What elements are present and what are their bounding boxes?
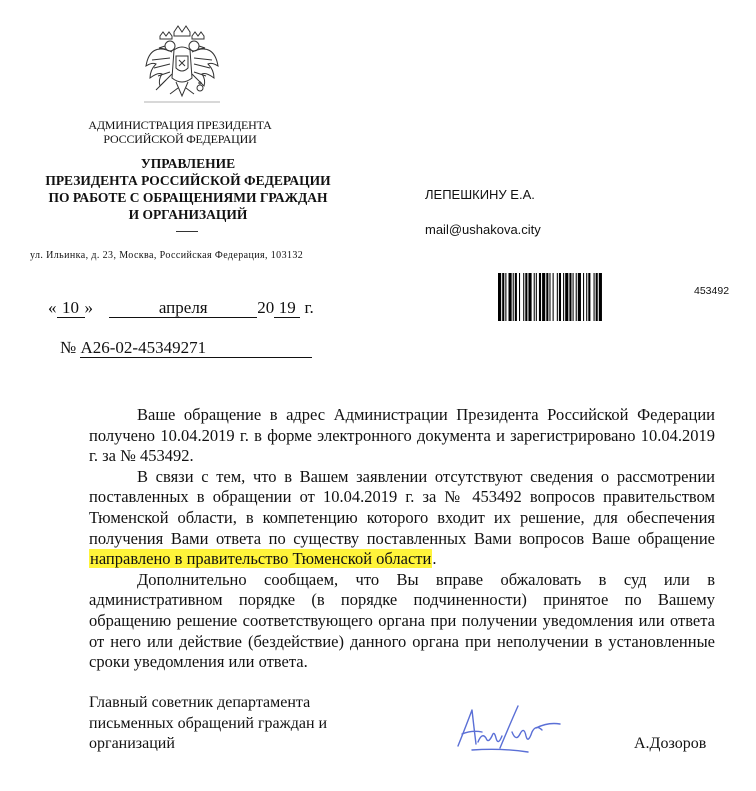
date-open-quote: «	[48, 298, 57, 317]
barcode-icon	[498, 273, 688, 321]
document-date	[48, 298, 314, 318]
signer-name: А.Дозоров	[634, 735, 707, 752]
recipient-email: mail@ushakova.city	[425, 222, 541, 237]
dept-line-1: УПРАВЛЕНИЕ	[140, 156, 236, 171]
number-sign: №	[60, 338, 77, 357]
letter-body	[89, 405, 715, 673]
registration-number	[60, 338, 312, 358]
signer-title	[89, 693, 399, 755]
paragraph-2-text: В связи с тем, что в Вашем заявлении отсутствуют сведения о рассмотрении поставленных в обращении от 10.04.2019 г. за № 453492 вопросов правительством Тюменской области, в компетенцию которого входит их решение, для обеспечения получения Вами ответа по существу поставленных Вами вопросов Ваше обращение	[89, 466, 715, 548]
date-year-abbr: г.	[304, 298, 314, 317]
date-year-prefix: 20	[257, 298, 275, 317]
handwritten-signature	[452, 702, 564, 756]
paragraph-2-end: .	[432, 549, 437, 569]
organization-name	[60, 118, 300, 146]
highlighted-text: направлено в правительство Тюменской области	[90, 549, 432, 569]
registration-value: А26-02-45349271	[80, 339, 312, 358]
paragraph-1: Ваше обращение в адрес Администрации Президента Российской Федерации получено 10.04.2019 г. в форме электронного документа и зарегистрировано 10.04.2019 г. за № 453492.	[89, 405, 715, 466]
paragraph-2	[89, 467, 715, 570]
date-month: апреля	[109, 299, 257, 318]
org-line-1: АДМИНИСТРАЦИЯ ПРЕЗИДЕНТА	[88, 118, 272, 132]
signer-title-line-3: организаций	[89, 735, 175, 752]
recipient-name: ЛЕПЕШКИНУ Е.А.	[425, 187, 535, 202]
date-close-quote: »	[84, 298, 93, 317]
barcode-number: 453492	[694, 285, 730, 297]
signer-title-line-2: письменных обращений граждан и	[89, 714, 328, 732]
coat-of-arms-icon	[140, 22, 224, 104]
signer-title-line-1: Главный советник департамента	[89, 694, 311, 711]
sender-address: ул. Ильинка, д. 23, Москва, Российская Федерация, 103132	[30, 250, 304, 261]
dept-line-2: ПРЕЗИДЕНТА РОССИЙСКОЙ ФЕДЕРАЦИИ	[45, 173, 331, 188]
date-year-suffix: 19	[274, 299, 300, 318]
paragraph-3: Дополнительно сообщаем, что Вы вправе обжаловать в суд или в административном порядке (в порядке подчиненности) принятое по Вашему обращению решение соответствующего органа при получении уведомления или ответа от него или действие (бездействие) данного органа при неполучении в установленные сроки уведомления или ответа.	[89, 569, 715, 672]
dept-line-3: ПО РАБОТЕ С ОБРАЩЕНИЯМИ ГРАЖДАН	[48, 190, 328, 205]
divider	[176, 231, 198, 232]
org-line-2: РОССИЙСКОЙ ФЕДЕРАЦИИ	[103, 132, 257, 146]
date-day: 10	[57, 299, 85, 318]
department-name	[38, 155, 338, 223]
dept-line-4: И ОРГАНИЗАЦИЙ	[128, 207, 248, 222]
